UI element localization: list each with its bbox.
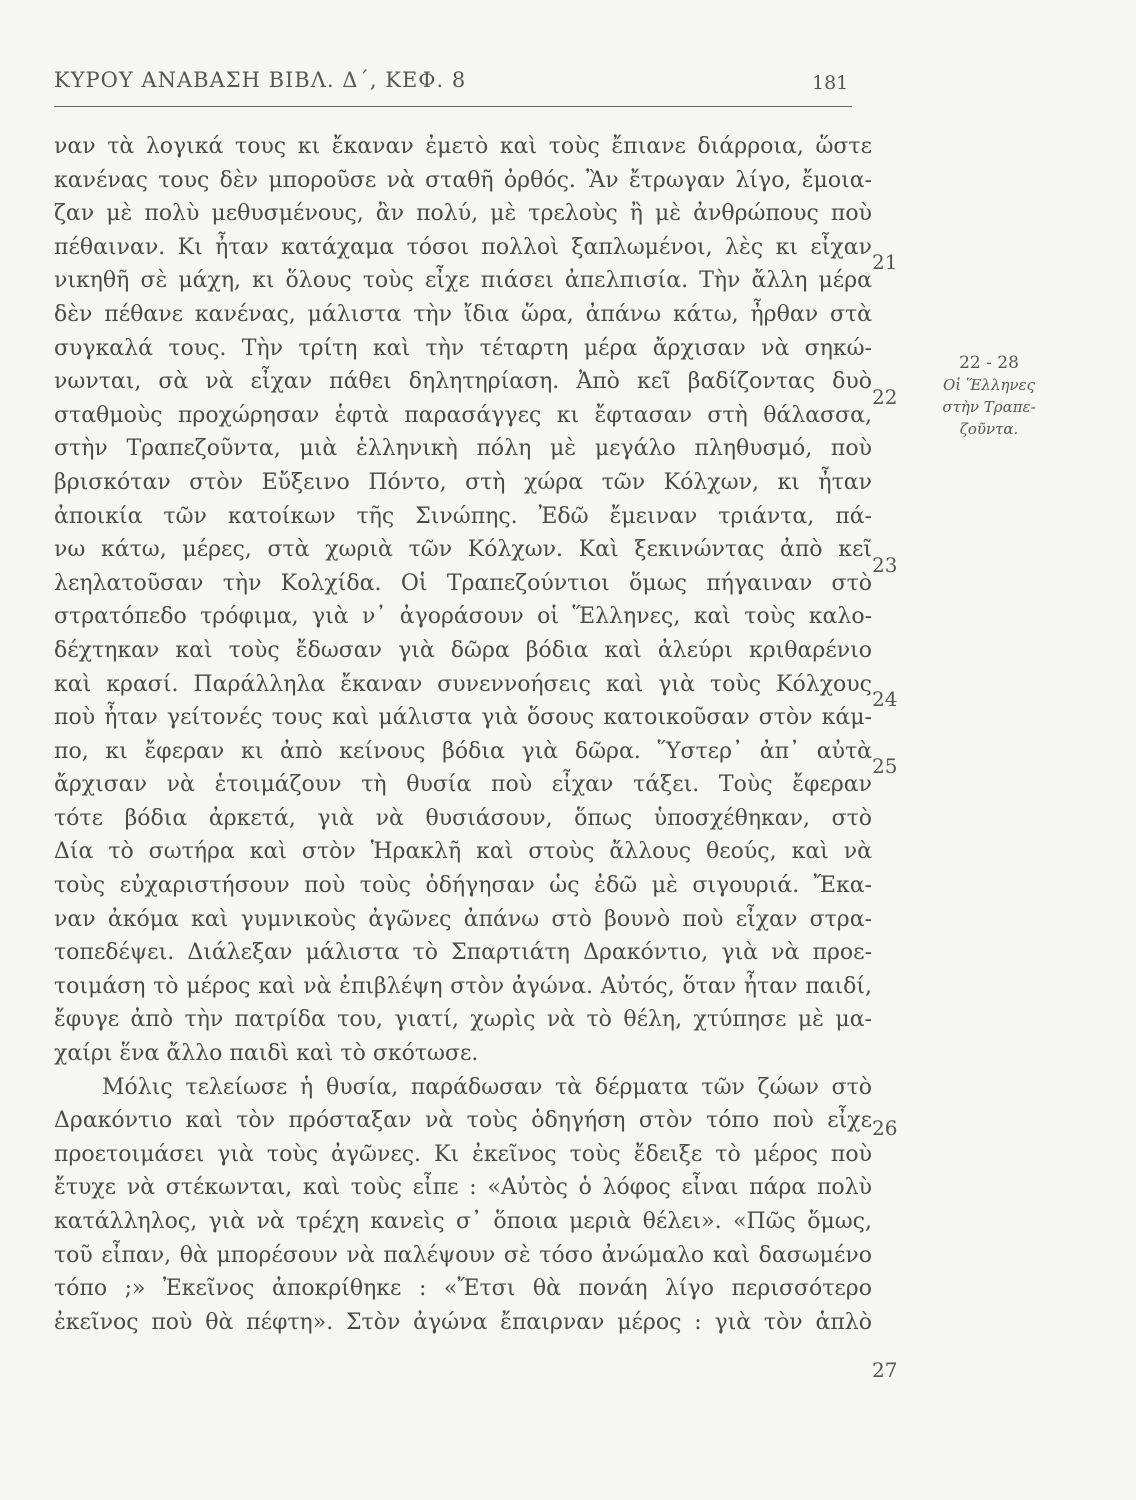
text-line: τοιμάση τὸ μέρος καὶ νὰ ἐπιβλέψη στὸν ἀγώνα. Αὐτός, ὅταν ἦταν παιδί, xyxy=(54,973,872,999)
text-line: ἔφυγε ἀπὸ τὴν πατρίδα του, γιατί, χωρὶς νὰ τὸ θέλη, χτύπησε μὲ μα- xyxy=(54,1007,872,1033)
text-line: τοῦ εἶπαν, θὰ μπορέσουν νὰ παλέψουν σὲ τόσο ἀνώμαλο καὶ δασωμένο xyxy=(54,1242,872,1268)
section-number: 26 xyxy=(872,1116,898,1140)
section-number: 27 xyxy=(872,1358,898,1382)
text-line: κανένας τους δὲν μποροῦσε νὰ σταθῆ ὀρθός. Ἂν ἔτρωγαν λίγο, ἔμοια- xyxy=(54,167,872,193)
text-line: ναν τὰ λογικά τους κι ἔκαναν ἐμετὸ καὶ τοὺς ἔπιανε διάρροια, ὥστε xyxy=(54,134,872,159)
section-number: 24 xyxy=(872,687,898,711)
text-line: Δρακόντιο καὶ τὸν πρόσταξαν νὰ τοὺς ὁδηγήση στὸν τόπο ποὺ εἶχε xyxy=(54,1108,872,1134)
text-line: καὶ κρασί. Παράλληλα ἔκαναν συνεννοήσεις καὶ γιὰ τοὺς Κόλχους xyxy=(54,671,872,697)
text-line: δὲν πέθανε κανένας, μάλιστα τὴν ἴδια ὥρα, ἀπάνω κάτω, ἦρθαν στὰ xyxy=(54,301,872,327)
text-line: τότε βόδια ἀρκετά, γιὰ νὰ θυσιάσουν, ὅπως ὑποσχέθηκαν, στὸ xyxy=(54,805,872,831)
section-number: 22 xyxy=(872,385,898,409)
margin-note-line: ζοῦντα. xyxy=(959,420,1019,438)
section-number: 25 xyxy=(872,754,898,778)
text-line: ποὺ ἦταν γείτονές τους καὶ μάλιστα γιὰ ὅσους κατοικοῦσαν στὸν κάμ- xyxy=(54,705,872,731)
text-line: ζαν μὲ πολὺ μεθυσμένους, ἂν πολύ, μὲ τρελοὺς ἢ μὲ ἀνθρώπους ποὺ xyxy=(54,201,872,227)
text-line: κατάλληλος, γιὰ νὰ τρέχη κανεὶς σ᾽ ὅποια μεριὰ θέλει». «Πῶς ὅμως, xyxy=(54,1209,872,1234)
text-line: τοὺς εὐχαριστήσουν ποὺ τοὺς ὁδήγησαν ὡς ἐδῶ μὲ σιγουριά. Ἔκα- xyxy=(54,873,872,899)
text-line: πέθαιναν. Κι ἦταν κατάχαμα τόσοι πολλοὶ ξαπλωμένοι, λὲς κι εἶχαν xyxy=(54,234,872,260)
text-line: πο, κι ἔφεραν κι ἀπὸ κείνους βόδια γιὰ δῶρα. Ὕστερ᾽ ἀπ᾽ αὐτὰ xyxy=(54,738,872,764)
text-line: προετοιμάσει γιὰ τοὺς ἀγῶνες. Κι ἐκεῖνος τοὺς ἔδειξε τὸ μέρος ποὺ xyxy=(54,1141,872,1167)
text-line: χαίρι ἕνα ἄλλο παιδὶ καὶ τὸ σκότωσε. xyxy=(54,1041,479,1067)
text-line: ἀποικία τῶν κατοίκων τῆς Σινώπης. Ἐδῶ ἔμειναν τριάντα, πά- xyxy=(54,503,872,529)
text-line: νω κάτω, μέρες, στὰ χωριὰ τῶν Κόλχων. Καὶ ξεκινώντας ἀπὸ κεῖ xyxy=(54,537,872,563)
text-line: Μόλις τελείωσε ἡ θυσία, παράδωσαν τὰ δέρματα τῶν ζώων στὸ xyxy=(102,1074,872,1100)
text-line: Δία τὸ σωτήρα καὶ στὸν Ἡρακλῆ καὶ στοὺς ἄλλους θεούς, καὶ νὰ xyxy=(54,839,872,865)
margin-note-line: Οἱ Ἕλληνες xyxy=(942,376,1036,394)
section-number: 23 xyxy=(872,553,898,577)
text-line: βρισκόταν στὸν Εὔξεινο Πόντο, στὴ χώρα τῶν Κόλχων, κι ἦταν xyxy=(54,469,872,495)
text-line: στρατόπεδο τρόφιμα, γιὰ ν᾽ ἀγοράσουν οἱ Ἕλληνες, καὶ τοὺς καλο- xyxy=(54,604,872,630)
header-rule xyxy=(54,106,852,107)
text-line: νωνται, σὰ νὰ εἶχαν πάθει δηλητηρίαση. Ἀπὸ κεῖ βαδίζοντας δυὸ xyxy=(54,369,872,395)
running-header: ΚΥΡΟΥ ΑΝΑΒΑΣΗ ΒΙΒΛ. Δ΄, ΚΕΦ. 8 xyxy=(54,68,467,92)
main-text xyxy=(54,130,872,1339)
section-number: 21 xyxy=(872,250,898,274)
text-line: λεηλατοῦσαν τὴν Κολχίδα. Οἱ Τραπεζούντιοι ὅμως πήγαιναν στὸ xyxy=(54,570,872,596)
text-line: ναν ἀκόμα καὶ γυμνικοὺς ἀγῶνες ἀπάνω στὸ βουνὸ ποὺ εἶχαν στρα- xyxy=(54,906,872,932)
margin-note-range: 22 - 28 xyxy=(959,353,1019,373)
text-line: συγκαλά τους. Τὴν τρίτη καὶ τὴν τέταρτη μέρα ἄρχισαν νὰ σηκώ- xyxy=(54,335,872,361)
text-line: ἐκεῖνος ποὺ θὰ πέφτη». Στὸν ἀγώνα ἔπαιρναν μέρος : γιὰ τὸν ἁπλὸ xyxy=(54,1309,872,1335)
margin-note-line: στὴν Τραπε- xyxy=(942,398,1036,416)
text-line: δέχτηκαν καὶ τοὺς ἔδωσαν γιὰ δῶρα βόδια καὶ ἀλεύρι κριθαρένιο xyxy=(54,637,872,663)
text-line: στὴν Τραπεζοῦντα, μιὰ ἑλληνικὴ πόλη μὲ μεγάλο πληθυσμό, ποὺ xyxy=(54,436,872,462)
text-line: ἔτυχε νὰ στέκωνται, καὶ τοὺς εἶπε : «Αὐτὸς ὁ λόφος εἶναι πάρα πολὺ xyxy=(54,1175,872,1201)
text-line: ἄρχισαν νὰ ἑτοιμάζουν τὴ θυσία ποὺ εἶχαν τάξει. Τοὺς ἔφεραν xyxy=(54,772,872,798)
text-line: τόπο ;» Ἐκεῖνος ἀποκρίθηκε : «Ἔτσι θὰ πονάη λίγο περισσότερο xyxy=(54,1276,872,1302)
text-line: τοπεδέψει. Διάλεξαν μάλιστα τὸ Σπαρτιάτη Δρακόντιο, γιὰ νὰ προε- xyxy=(54,940,872,966)
text-line: νικηθῆ σὲ μάχη, κι ὅλους τοὺς εἶχε πιάσει ἀπελπισία. Τὴν ἄλλη μέρα xyxy=(54,268,872,294)
page-number: 181 xyxy=(812,72,849,94)
margin-note xyxy=(924,352,1054,440)
text-line: σταθμοὺς προχώρησαν ἑφτὰ παρασάγγες κι ἔφτασαν στὴ θάλασσα, xyxy=(54,402,872,428)
